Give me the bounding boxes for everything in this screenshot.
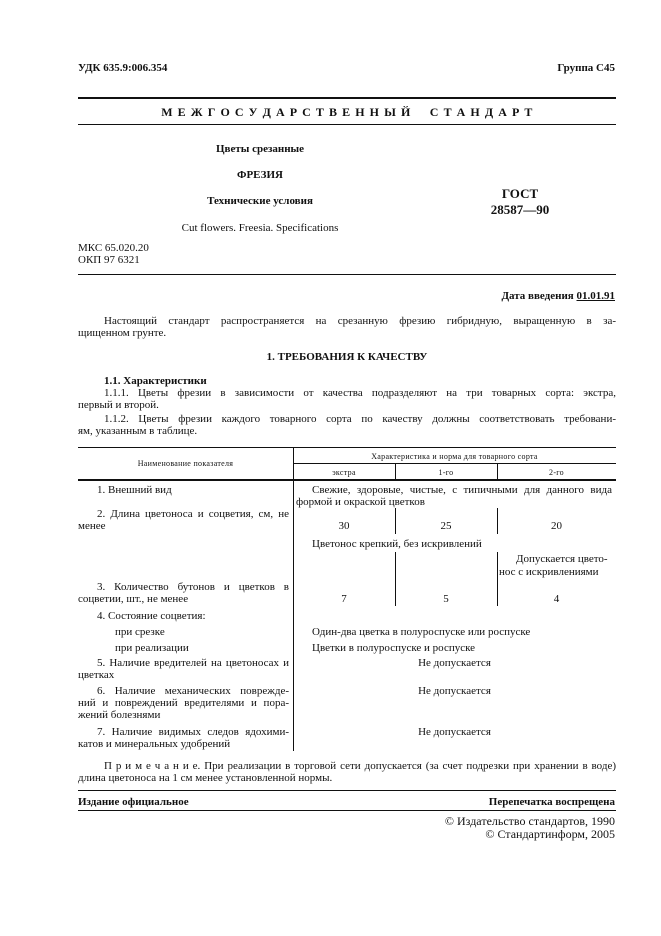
paragraph: 1.1.1. Цветы фрезии в зависимости от качества подразделяют на три товарных сорта: экстра,: [104, 387, 616, 399]
note: [104, 760, 616, 772]
standard-type: М Е Ж Г О С У Д А Р С Т В Е Н Н Ы Й С Т А Н Д А Р Т: [161, 105, 533, 119]
row-name: 3. Количество бутонов и цветков в: [97, 581, 289, 593]
rule: [78, 810, 616, 811]
scope-text: щищенном грунте.: [78, 327, 167, 339]
row-name: менее: [78, 520, 106, 532]
row-name: 2. Длина цветоноса и соцветия, см, не: [97, 508, 289, 520]
gost-number: 28587—90: [490, 202, 550, 217]
row-name: катов и минеральных удобрений: [78, 738, 231, 750]
rule: [78, 274, 616, 275]
row-name: при срезке: [115, 626, 165, 638]
title-main: ФРЕЗИЯ: [237, 169, 283, 181]
row-value: Цветонос крепкий, без искривлений: [312, 538, 482, 550]
row-value: Допускается цвето-: [516, 553, 608, 565]
row-name: жений болезнями: [78, 709, 161, 721]
section-heading: 1. ТРЕБОВАНИЯ К КАЧЕСТВУ: [266, 351, 428, 363]
gost-label: ГОСТ: [501, 186, 539, 201]
rule: [78, 790, 616, 791]
row-value: нос с искривлениями: [499, 566, 599, 578]
table-header-rule: [78, 479, 616, 481]
intro-date: [501, 290, 615, 302]
row-name: цветках: [78, 669, 115, 681]
row-name: 5. Наличие вредителей на цветоносах и: [97, 657, 289, 669]
intro-date-label: Дата введения: [501, 290, 574, 302]
row-value: Не допускается: [418, 685, 491, 697]
reprint-notice: Перепечатка воспрещена: [488, 796, 615, 808]
column-header-grade: 1-го: [438, 468, 454, 477]
row-name: 1. Внешний вид: [97, 484, 172, 496]
column-header-grade: 2-го: [549, 468, 564, 477]
table-header-divider: [293, 463, 616, 464]
paragraph: первый и второй.: [78, 399, 159, 411]
paragraph: ям, указанным в таблице.: [78, 425, 198, 437]
note-label: П р и м е ч а н и е.: [104, 760, 201, 772]
row-value: 5: [443, 593, 449, 605]
row-name: ний и повреждений вредителями и пора-: [78, 697, 289, 709]
row-value: 7: [341, 593, 347, 605]
paragraph: 1.1.2. Цветы фрезии каждого товарного сорта по качеству должны соответствовать требовани-: [104, 413, 616, 425]
row-value: формой и окраской цветков: [296, 496, 425, 508]
row-value: Один-два цветка в полуроспуске или роспуске: [312, 626, 531, 638]
row-value: Не допускается: [418, 726, 491, 738]
copyright: © Стандартинформ, 2005: [485, 827, 615, 841]
row-value: 20: [551, 520, 562, 532]
note-text: длина цветоноса на 1 см менее установленной нормы.: [78, 772, 333, 784]
column-header-group: Характеристика и норма для товарного сорта: [371, 452, 538, 461]
row-value: Цветки в полуроспуске и роспуске: [312, 642, 476, 654]
okp-code: ОКП 97 6321: [78, 254, 140, 266]
row-name: 6. Наличие механических поврежде-: [97, 685, 289, 697]
column-header-grade: экстра: [332, 468, 356, 477]
row-name: 4. Состояние соцветия:: [97, 610, 206, 622]
row-value: 4: [553, 593, 560, 605]
note-text: При реализации в торговой сети допускается (за счет подрезки при хранении в воде): [204, 760, 617, 772]
title-english: Cut flowers. Freesia. Specifications: [181, 222, 339, 234]
row-name: 7. Наличие видимых следов ядохими-: [97, 726, 289, 738]
official-edition: Издание официальное: [78, 796, 189, 808]
row-value: 25: [440, 520, 452, 532]
table-top-rule: [78, 447, 616, 448]
row-value: 30: [338, 520, 350, 532]
rule: [78, 124, 616, 125]
row-name: соцветии, шт., не менее: [78, 593, 189, 605]
row-value: Не допускается: [418, 657, 491, 669]
title-sub: Технические условия: [207, 195, 313, 207]
top-rule: [78, 97, 616, 99]
subsection-heading: 1.1. Характеристики: [104, 375, 207, 387]
mks-code: МКС 65.020.20: [78, 242, 149, 254]
copyright: © Издательство стандартов, 1990: [444, 814, 615, 828]
column-header-name: Наименование показателя: [137, 459, 234, 468]
row-name: при реализации: [115, 642, 189, 654]
intro-date-value: 01.01.91: [576, 290, 615, 302]
udk-code: УДК 635.9:006.354: [78, 62, 168, 74]
scope-text: Настоящий стандарт распространяется на срезанную фрезию гибридную, выращенную в за-: [104, 315, 616, 327]
row-value: Свежие, здоровые, чистые, с типичными для данного вида: [312, 484, 612, 496]
group-code: Группа С45: [557, 62, 615, 74]
title-category: Цветы срезанные: [215, 143, 305, 155]
